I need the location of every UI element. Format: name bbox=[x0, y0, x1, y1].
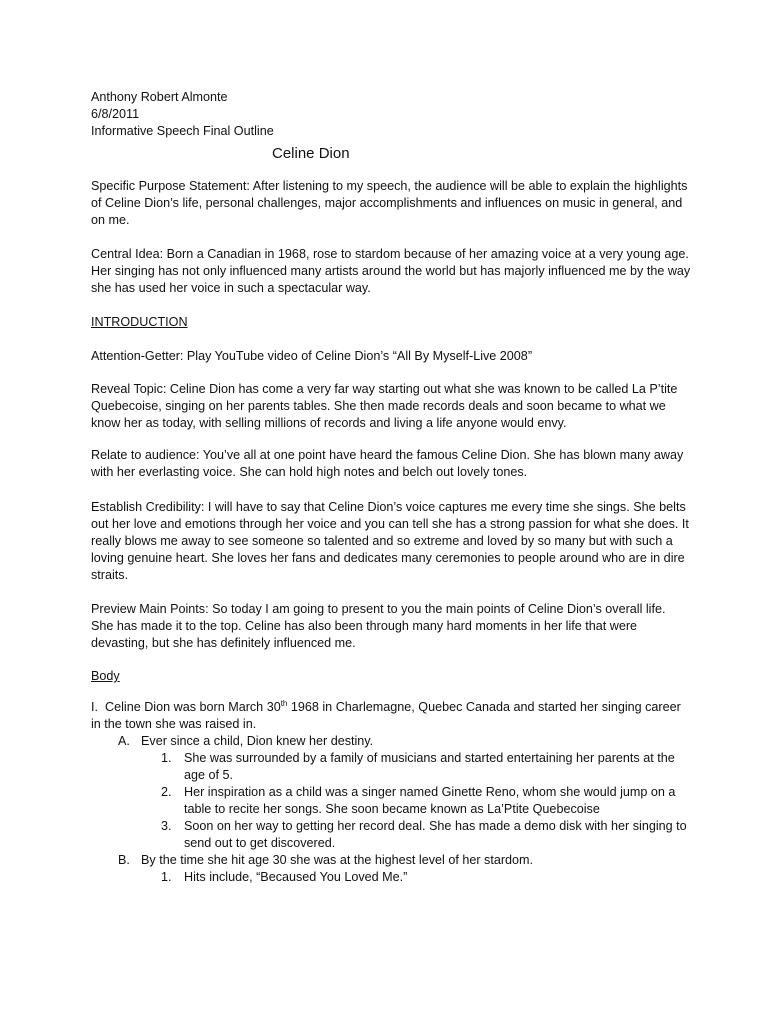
outline-point-1a-2 bbox=[91, 784, 691, 818]
outline-text: She was surrounded by a family of musicians and started entertaining her parents at the age of 5. bbox=[184, 751, 675, 782]
outline-point-1a-1 bbox=[91, 750, 691, 784]
outline-text: Celine Dion was born March 30 bbox=[105, 700, 281, 714]
outline-numeral: I. bbox=[91, 700, 98, 714]
outline-point-1a-3 bbox=[91, 818, 691, 852]
ordinal-suffix: th bbox=[280, 698, 288, 708]
attention-getter-text: Attention-Getter: Play YouTube video of Celine Dion’s “All By Myself-Live 2008” bbox=[91, 349, 533, 363]
outline-text: Soon on her way to getting her record deal. She has made a demo disk with her singing to send out to get discovered. bbox=[184, 819, 687, 850]
outline-text: Ever since a child, Dion knew her destiny. bbox=[141, 734, 374, 748]
outline-text: By the time she hit age 30 she was at the highest level of her stardom. bbox=[141, 853, 534, 867]
document-type: Informative Speech Final Outline bbox=[91, 124, 274, 138]
reveal-topic-paragraph bbox=[91, 381, 691, 432]
specific-purpose-paragraph bbox=[91, 178, 691, 229]
central-idea-paragraph bbox=[91, 246, 691, 297]
credibility-text: Establish Credibility: I will have to say that Celine Dion’s voice captures me every time she sings. She belts out her love and emotions through her voice and you can tell she has a strong passion for what she does. It really blows me away to see someone so talented and so extreme and loved by so many but with such a loving genuine heart. She loves her fans and dedicates many ceremonies to people around who are in dire straits. bbox=[91, 500, 689, 582]
outline-point-1a bbox=[91, 733, 691, 750]
outline-text-cont: 1968 in Charlemagne, Quebec Canada and started her singing career in the town she was raised in. bbox=[91, 700, 681, 731]
author-name: Anthony Robert Almonte bbox=[91, 90, 228, 104]
page-title: Celine Dion bbox=[272, 145, 350, 162]
relate-audience-paragraph bbox=[91, 447, 691, 481]
outline-text: Her inspiration as a child was a singer named Ginette Reno, whom she would jump on a table to recite her songs. She soon became known as La’Ptite Quebecoise bbox=[184, 785, 676, 816]
outline-number: 2. bbox=[161, 785, 172, 799]
outline-number: 1. bbox=[161, 870, 172, 884]
outline-point-1b bbox=[91, 852, 691, 869]
introduction-heading: INTRODUCTION bbox=[91, 315, 188, 329]
specific-purpose-text: Specific Purpose Statement: After listening to my speech, the audience will be able to explain the highlights of Celine Dion’s life, personal challenges, major accomplishments and influences on music in general, and on me. bbox=[91, 179, 688, 227]
attention-getter-paragraph bbox=[91, 348, 691, 365]
header-block bbox=[91, 89, 274, 140]
relate-audience-text: Relate to audience: You’ve all at one point have heard the famous Celine Dion. She has blown many away with her everlasting voice. She can hold high notes and belch out lovely tones. bbox=[91, 448, 684, 479]
central-idea-text: Central Idea: Born a Canadian in 1968, rose to stardom because of her amazing voice at a very young age. Her singing has not only influenced many artists around the world but has majorly influenced me by the way she has used her voice in such a spectacular way. bbox=[91, 247, 691, 295]
document-date: 6/8/2011 bbox=[91, 107, 140, 121]
body-outline bbox=[91, 699, 691, 886]
outline-letter: A. bbox=[118, 734, 130, 748]
preview-text: Preview Main Points: So today I am going to present to you the main points of Celine Dion’s overall life. She has made it to the top. Celine has also been through many hard moments in her life that were devasting, but she has definitely influenced me. bbox=[91, 602, 666, 650]
outline-number: 1. bbox=[161, 751, 172, 765]
outline-point-1 bbox=[91, 699, 691, 733]
preview-paragraph bbox=[91, 601, 691, 652]
outline-number: 3. bbox=[161, 819, 172, 833]
credibility-paragraph bbox=[91, 499, 691, 584]
outline-text: Hits include, “Becaused You Loved Me.” bbox=[184, 870, 408, 884]
outline-point-1b-1 bbox=[91, 869, 691, 886]
reveal-topic-text: Reveal Topic: Celine Dion has come a very far way starting out what she was known to be called La P’tite Quebecoise, singing on her parents tables. She then made records deals and soon became to what we know her as today, with selling millions of records and living a life anyone would envy. bbox=[91, 382, 678, 430]
body-heading: Body bbox=[91, 669, 120, 683]
outline-letter: B. bbox=[118, 853, 130, 867]
